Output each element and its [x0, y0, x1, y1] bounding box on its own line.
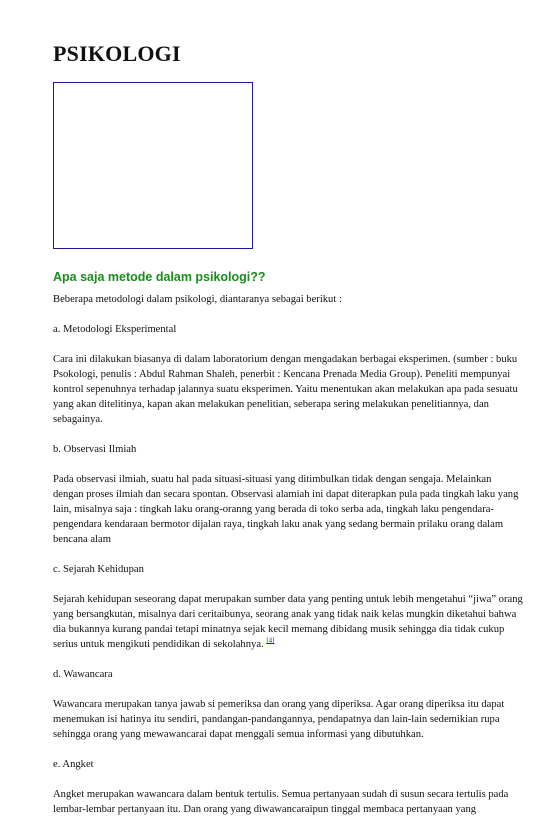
section-heading: Apa saja metode dalam psikologi?? — [53, 270, 266, 284]
method-label-a: a. Metodologi Eksperimental — [53, 324, 177, 335]
method-text-c-body: Sejarah kehidupan seseorang dapat merupakan sumber data yang penting untuk lebih mengetahui “jiwa” orang yang bersangkutan, misalnya dari ceritaibunya, seorang anak yang tidak naik kelas mungkin diketahui bahwa dia bukannya kurang pandai tetapi minatnya sejak kecil memang dibidang musik sehingga dia tidak cukup serius untuk mengikuti pendidikan di sekolahnya. — [53, 594, 523, 650]
article-body — [53, 292, 523, 832]
intro-paragraph: Beberapa metodologi dalam psikologi, diantaranya sebagai berikut : — [53, 294, 342, 305]
method-label-e: e. Angket — [53, 759, 94, 770]
method-text-c — [53, 592, 523, 652]
method-label-d: d. Wawancara — [53, 669, 113, 680]
footnote-ref — [266, 636, 274, 644]
page-title: PSIKOLOGI — [53, 41, 181, 66]
method-text-d: Wawancara merupakan tanya jawab si pemeriksa dan orang yang diperiksa. Agar orang diperiksa itu dapat menemukan isi hatinya itu sendiri, pandangan-pandangannya, pendapatnya dan lain-lain sedemikian rupa sehingga orang yang mewawancarai dapat menggali semua informasi yang dibutuhkan. — [53, 699, 505, 740]
method-label-b: b. Observasi Ilmiah — [53, 444, 137, 455]
method-text-b: Pada observasi ilmiah, suatu hal pada situasi-situasi yang ditimbulkan tidak dengan sengaja. Melainkan dengan proses ilmiah dan secara spontan. Observasi alamiah ini dapat diterapkan pula pada tingkah laku yang lain, misalnya saja : tingkah laku orang-oranng yang berada di toko serba ada, tingkah laku pengendara-pengendara kendaraan bermotor dijalan raya, tingkah laku anak yang sedang bermain prilaku orang dalam bencana alam — [53, 474, 519, 545]
footnote-link[interactable]: [4] — [266, 636, 275, 645]
image-placeholder — [53, 82, 253, 249]
method-text-a: Cara ini dilakukan biasanya di dalam laboratorium dengan mengadakan berbagai eksperimen. (sumber : buku Psokologi, penulis : Abdul Rahman Shaleh, penerbit : Kencana Prenada Media Group). Peneliti mempunyai kontrol sepenuhnya terhadap jalannya suatu eksperimen. Yaitu menentukan akan melakukan apa pada sesuatu yang akan ditelitinya, kapan akan melakukan penelitian, seberapa sering melakukan penelitiannya, dan sebagainya. — [53, 354, 518, 425]
method-text-e: Angket merupakan wawancara dalam bentuk tertulis. Semua pertanyaan sudah di susun secara tertulis pada lembar-lembar pertanyaan itu. Dan orang yang diwawancaraipun tinggal membaca pertanyaan yang — [53, 789, 509, 815]
method-label-c: c. Sejarah Kehidupan — [53, 564, 144, 575]
